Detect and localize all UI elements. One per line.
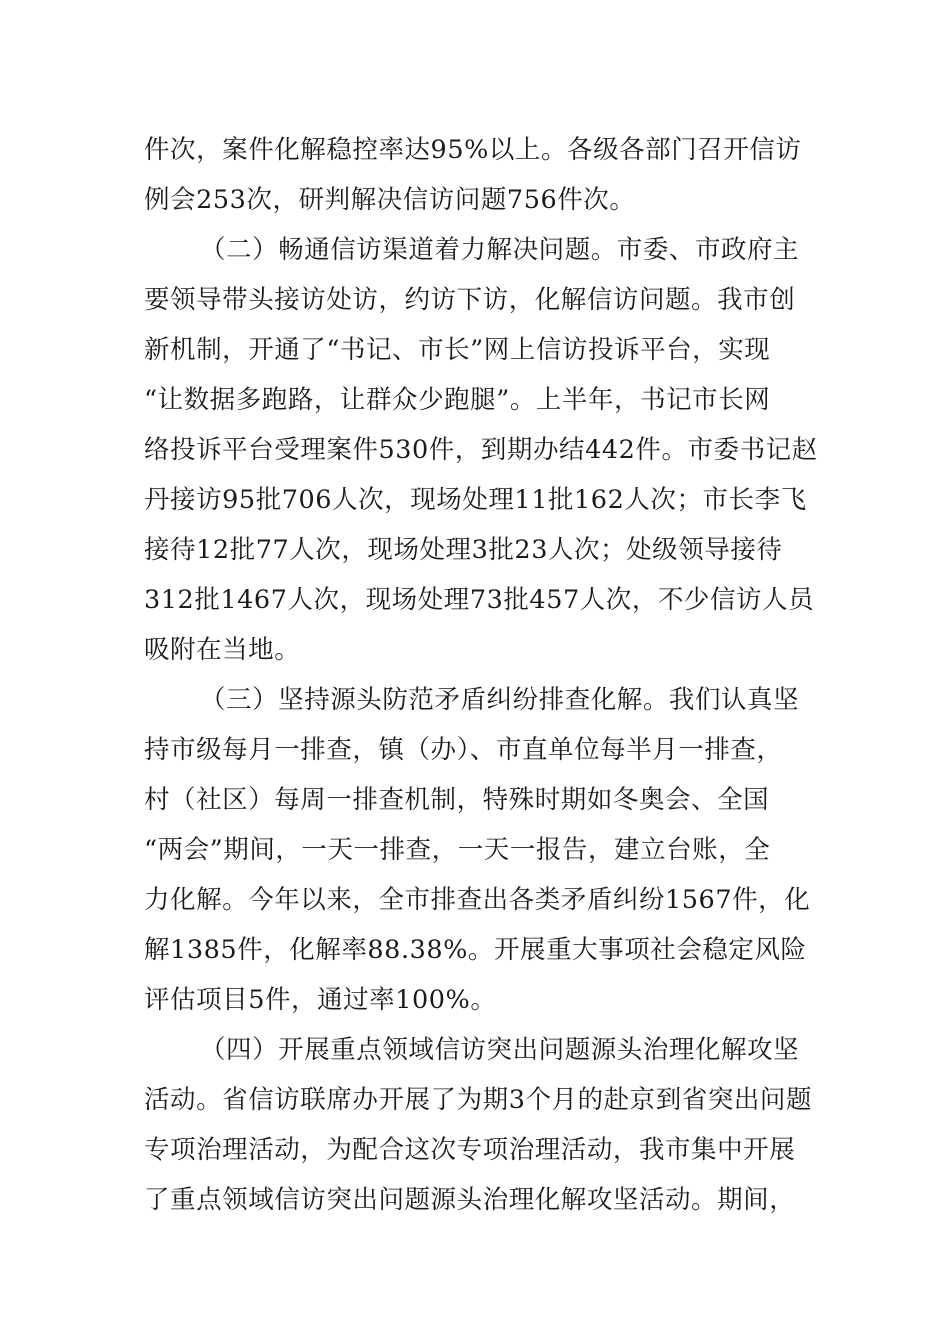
text-line: 吸附在当地。 [144, 635, 301, 665]
text-line: 专项治理活动，为配合这次专项治理活动，我市集中开展 [144, 1135, 796, 1165]
paragraph-heading-2: （二）畅通信访渠道着力解决问题。市委、市政府主 [200, 235, 800, 265]
text-line: 村（社区）每周一排查机制，特殊时期如冬奥会、全国 [144, 785, 770, 815]
text-line: 新机制，开通了“书记、市长”网上信访投诉平台，实现 [144, 335, 771, 365]
text-line: 接待12批77人次，现场处理3批23人次；处级领导接待 [144, 535, 783, 565]
text-line: “让数据多跑路，让群众少跑腿”。上半年，书记市长网 [144, 385, 771, 415]
text-line: 解1385件，化解率88.38%。开展重大事项社会稳定风险 [144, 935, 807, 965]
text-line: 要领导带头接访处访，约访下访，化解信访问题。我市创 [144, 285, 796, 315]
text-line: 件次，案件化解稳控率达95%以上。各级各部门召开信访 [144, 135, 802, 165]
text-line: 了重点领域信访突出问题源头治理化解攻坚活动。期间， [144, 1185, 796, 1215]
text-line: 力化解。今年以来，全市排查出各类矛盾纠纷1567件，化 [144, 885, 811, 915]
text-line: 丹接访95批706人次，现场处理11批162人次；市长李飞 [144, 485, 807, 515]
paragraph-heading-3: （三）坚持源头防范矛盾纠纷排查化解。我们认真坚 [200, 685, 800, 715]
text-line: 活动。省信访联席办开展了为期3个月的赴京到省突出问题 [144, 1085, 813, 1115]
text-line: 312批1467人次，现场处理73批457人次，不少信访人员 [144, 585, 815, 615]
text-line: “两会”期间，一天一排查，一天一报告，建立台账，全 [144, 835, 771, 865]
text-line: 络投诉平台受理案件530件，到期办结442件。市委书记赵 [144, 435, 818, 465]
text-line: 持市级每月一排查，镇（办）、市直单位每半月一排查， [144, 735, 783, 765]
text-line: 例会253次，研判解决信访问题756件次。 [144, 185, 636, 215]
paragraph-heading-4: （四）开展重点领域信访突出问题源头治理化解攻坚 [200, 1035, 800, 1065]
text-line: 评估项目5件，通过率100%。 [144, 985, 497, 1015]
